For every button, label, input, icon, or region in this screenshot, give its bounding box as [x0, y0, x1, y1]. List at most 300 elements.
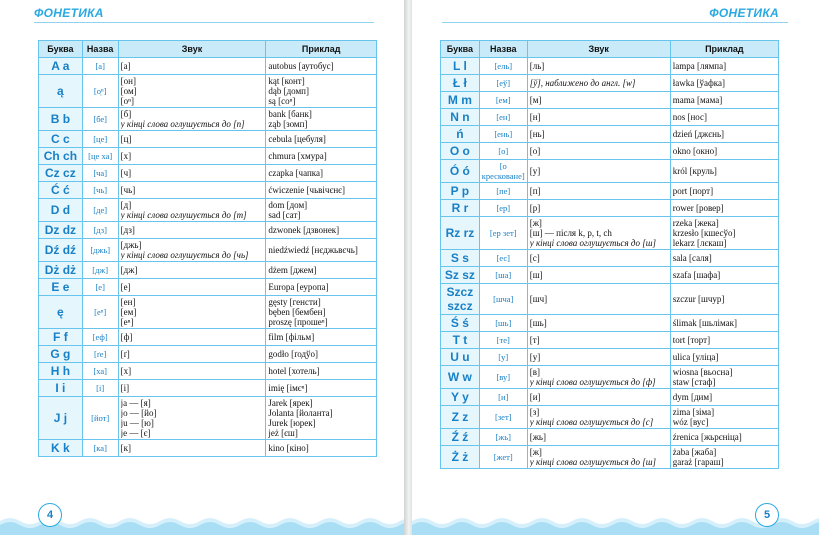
example-line: lekarz [лєкаш]: [672, 238, 727, 248]
table-row: [39, 440, 377, 457]
sound-cell: [527, 349, 670, 366]
sound-line: [чь]: [120, 185, 136, 195]
letter-name-cell: [ер]: [479, 200, 527, 217]
sound-line: [у]: [529, 352, 541, 362]
sound-line: [оⁿ]: [120, 96, 134, 106]
example-line: są [соⁿ]: [268, 96, 296, 106]
example-cell: [670, 160, 778, 183]
table-row: [441, 389, 779, 406]
table-row: [39, 346, 377, 363]
example-line: ślimak [шьлімак]: [672, 318, 738, 328]
letter-name-cell: [це ха]: [82, 148, 118, 165]
example-line: wiosna [вьосна]: [672, 367, 733, 377]
table-row: [39, 131, 377, 148]
sound-line: [шь]: [529, 318, 547, 328]
right-page: [412, 0, 819, 535]
example-cell: [266, 239, 377, 262]
letter-cell: Dź dź: [39, 239, 83, 262]
page-header-title: ФОНЕТИКА: [34, 6, 104, 20]
example-line: krzesło [кшесўо]: [672, 228, 736, 238]
letter-cell: S s: [441, 250, 480, 267]
sound-line: [п]: [529, 186, 541, 196]
letter-cell: A a: [39, 58, 83, 75]
letter-cell: ń: [441, 126, 480, 143]
sound-cell: [118, 262, 266, 279]
table-row: [39, 75, 377, 108]
example-cell: [266, 262, 377, 279]
column-header-example: Приклад: [670, 41, 778, 58]
sound-line: [дж]: [120, 265, 138, 275]
letter-name-cell: [це]: [82, 131, 118, 148]
example-line: sad [сат]: [268, 210, 301, 220]
letter-cell: ę: [39, 296, 83, 329]
example-line: jeż [єш]: [268, 428, 298, 438]
alphabet-table: [38, 40, 377, 457]
example-cell: [266, 279, 377, 296]
example-cell: [670, 284, 778, 315]
letter-name-cell: [о̜ⁿ]: [82, 75, 118, 108]
sound-cell: [527, 332, 670, 349]
letter-cell: Ś ś: [441, 315, 480, 332]
example-line: rzeka [жека]: [672, 218, 719, 228]
example-line: imię [імєⁿ]: [268, 383, 308, 393]
example-line: szczur [шчур]: [672, 294, 725, 304]
column-header-name: Назва: [479, 41, 527, 58]
sound-line: [ц]: [120, 134, 132, 144]
sound-line: [в]: [529, 367, 540, 377]
sound-cell: [527, 250, 670, 267]
letter-cell: L l: [441, 58, 480, 75]
letter-name-cell: [а]: [82, 58, 118, 75]
example-cell: [266, 440, 377, 457]
letter-cell: J j: [39, 397, 83, 440]
example-line: dżem [джем]: [268, 265, 317, 275]
example-cell: [670, 92, 778, 109]
example-cell: [670, 109, 778, 126]
table-header-row: [441, 41, 779, 58]
example-cell: [266, 165, 377, 182]
example-cell: [266, 199, 377, 222]
sound-line: [с]: [529, 253, 540, 263]
example-cell: [266, 397, 377, 440]
sound-line: [т]: [529, 335, 540, 345]
example-line: proszę [прошеⁿ]: [268, 317, 328, 327]
table-row: [441, 92, 779, 109]
example-line: dym [дим]: [672, 392, 713, 402]
example-cell: [670, 217, 778, 250]
left-page: [0, 0, 407, 535]
letter-name-cell: [жет]: [479, 446, 527, 469]
table-row: [441, 200, 779, 217]
example-cell: [670, 406, 778, 429]
example-cell: [670, 332, 778, 349]
example-cell: [266, 346, 377, 363]
example-line: kino [кіно]: [268, 443, 309, 453]
example-cell: [670, 429, 778, 446]
page-number: 4: [38, 503, 62, 527]
sound-cell: [527, 446, 670, 469]
letter-cell: F f: [39, 329, 83, 346]
table-row: [39, 148, 377, 165]
letter-name-cell: [йот]: [82, 397, 118, 440]
letter-name-cell: [джь]: [82, 239, 118, 262]
table-row: [441, 349, 779, 366]
sound-line: [ґ]: [120, 349, 130, 359]
column-header-letter: Буква: [441, 41, 480, 58]
example-line: chmura [хмура]: [268, 151, 327, 161]
sound-cell: [527, 389, 670, 406]
letter-cell: W w: [441, 366, 480, 389]
example-line: lampa [лямпа]: [672, 61, 727, 71]
table-row: [441, 250, 779, 267]
example-line: szafa [шафа]: [672, 270, 721, 280]
letter-name-cell: [зет]: [479, 406, 527, 429]
sound-cell: [118, 239, 266, 262]
letter-name-cell: [жь]: [479, 429, 527, 446]
table-row: [441, 284, 779, 315]
sound-cell: [118, 148, 266, 165]
example-cell: [266, 58, 377, 75]
letter-cell: M m: [441, 92, 480, 109]
letter-cell: R r: [441, 200, 480, 217]
sound-line: у кінці слова оглушується до [т]: [120, 210, 247, 220]
example-cell: [670, 143, 778, 160]
letter-cell: Ó ó: [441, 160, 480, 183]
letter-name-cell: [ка]: [82, 440, 118, 457]
letter-cell: Z z: [441, 406, 480, 429]
letter-name-cell: [дз]: [82, 222, 118, 239]
table-row: [441, 75, 779, 92]
sound-line: [х]: [120, 151, 132, 161]
table-row: [39, 108, 377, 131]
letter-cell: E e: [39, 279, 83, 296]
sound-line: [ч]: [120, 168, 132, 178]
example-cell: [670, 366, 778, 389]
letter-cell: C c: [39, 131, 83, 148]
table-row: [441, 183, 779, 200]
letter-name-cell: [ем]: [479, 92, 527, 109]
table-row: [441, 406, 779, 429]
example-line: okno [окно]: [672, 146, 718, 156]
letter-cell: K k: [39, 440, 83, 457]
table-row: [441, 143, 779, 160]
sound-line: у кінці слова оглушується до [чь]: [120, 250, 249, 260]
example-line: źrenica [жьрєніца]: [672, 432, 742, 442]
example-line: sala [саля]: [672, 253, 712, 263]
sound-line: [ж]: [529, 218, 542, 228]
letter-name-cell: [о]: [479, 143, 527, 160]
sound-line: у кінці слова оглушується до [ш]: [529, 238, 657, 248]
letter-cell: Dż dż: [39, 262, 83, 279]
table-row: [39, 380, 377, 397]
sound-cell: [527, 75, 670, 92]
letter-cell: U u: [441, 349, 480, 366]
letter-name-cell: [еў]: [479, 75, 527, 92]
sound-line: [дз]: [120, 225, 135, 235]
letter-cell: Ć ć: [39, 182, 83, 199]
table-row: [441, 217, 779, 250]
sound-line: je — [є]: [120, 428, 151, 438]
example-cell: [670, 446, 778, 469]
sound-line: [ж]: [529, 447, 542, 457]
sound-cell: [118, 165, 266, 182]
sound-line: [ш]: [529, 270, 543, 280]
letter-name-cell: [ха]: [82, 363, 118, 380]
example-cell: [670, 183, 778, 200]
page-header-title: ФОНЕТИКА: [709, 6, 779, 20]
sound-line: [ом]: [120, 86, 137, 96]
example-cell: [670, 126, 778, 143]
letter-cell: I i: [39, 380, 83, 397]
example-cell: [670, 250, 778, 267]
example-line: dom [дом]: [268, 200, 308, 210]
letter-name-cell: [о кресковане]: [479, 160, 527, 183]
example-cell: [266, 363, 377, 380]
sound-cell: [527, 429, 670, 446]
example-line: tort [торт]: [672, 335, 711, 345]
letter-cell: H h: [39, 363, 83, 380]
letter-cell: P p: [441, 183, 480, 200]
example-cell: [266, 182, 377, 199]
sound-line: [р]: [529, 203, 541, 213]
table-row: [441, 366, 779, 389]
example-line: dąb [домп]: [268, 86, 309, 96]
example-line: rower [ровер]: [672, 203, 724, 213]
table-row: [441, 160, 779, 183]
letter-name-cell: [ву]: [479, 366, 527, 389]
letter-cell: D d: [39, 199, 83, 222]
column-header-sound: Звук: [527, 41, 670, 58]
table-body: [441, 58, 779, 469]
letter-cell: Szcz szcz: [441, 284, 480, 315]
sound-cell: [118, 58, 266, 75]
header-rule: [442, 22, 788, 23]
sound-cell: [118, 108, 266, 131]
example-line: żaba [жаба]: [672, 447, 717, 457]
example-line: staw [стаф]: [672, 377, 716, 387]
letter-cell: T t: [441, 332, 480, 349]
example-line: hotel [хотель]: [268, 366, 320, 376]
sound-line: [и]: [529, 392, 541, 402]
table-row: [39, 222, 377, 239]
example-cell: [266, 148, 377, 165]
sound-line: jo — [йо]: [120, 408, 157, 418]
letter-cell: Y y: [441, 389, 480, 406]
sound-cell: [118, 329, 266, 346]
sound-cell: [118, 296, 266, 329]
example-cell: [266, 222, 377, 239]
example-line: dzień [джєнь]: [672, 129, 725, 139]
example-line: Europa [еуропа]: [268, 282, 329, 292]
example-line: ławka [ўафка]: [672, 78, 726, 88]
sound-line: [у]: [529, 166, 541, 176]
letter-name-cell: [ша]: [479, 267, 527, 284]
example-cell: [670, 267, 778, 284]
example-line: kąt [конт]: [268, 76, 305, 86]
example-line: godło [ґодўо]: [268, 349, 319, 359]
table-row: [39, 199, 377, 222]
letter-cell: Dz dz: [39, 222, 83, 239]
column-header-name: Назва: [82, 41, 118, 58]
sound-line: [джь]: [120, 240, 142, 250]
sound-line: [з]: [529, 407, 540, 417]
sound-line: [ф]: [120, 332, 133, 342]
sound-cell: [118, 75, 266, 108]
example-line: wóz [вус]: [672, 417, 709, 427]
sound-line: у кінці слова оглушується до [п]: [120, 119, 245, 129]
letter-cell: Ł ł: [441, 75, 480, 92]
table-row: [39, 296, 377, 329]
table-row: [39, 363, 377, 380]
sound-line: [н]: [529, 112, 541, 122]
letter-cell: Sz sz: [441, 267, 480, 284]
column-header-letter: Буква: [39, 41, 83, 58]
letter-cell: Cz cz: [39, 165, 83, 182]
example-cell: [670, 315, 778, 332]
sound-cell: [118, 380, 266, 397]
example-line: zima [зіма]: [672, 407, 715, 417]
example-cell: [266, 108, 377, 131]
sound-line: [он]: [120, 76, 136, 86]
header-rule: [34, 22, 374, 23]
example-line: port [порт]: [672, 186, 714, 196]
sound-cell: [527, 200, 670, 217]
sound-cell: [527, 366, 670, 389]
letter-name-cell: [еⁿ]: [82, 296, 118, 329]
sound-line: у кінці слова оглушується до [с]: [529, 417, 654, 427]
column-header-sound: Звук: [118, 41, 266, 58]
example-line: Jurek [юрек]: [268, 418, 316, 428]
sound-line: ju — [ю]: [120, 418, 154, 428]
letter-cell: Ch ch: [39, 148, 83, 165]
sound-cell: [118, 222, 266, 239]
sound-line: [ў], наближено до англ. [w]: [529, 78, 636, 88]
sound-line: [ш] — після k, p, t, ch: [529, 228, 612, 238]
sound-cell: [527, 92, 670, 109]
sound-line: [нь]: [529, 129, 545, 139]
letter-name-cell: [и]: [479, 389, 527, 406]
letter-name-cell: [ень]: [479, 126, 527, 143]
letter-name-cell: [де]: [82, 199, 118, 222]
sound-line: у кінці слова оглушується до [ш]: [529, 457, 657, 467]
sound-cell: [527, 58, 670, 75]
sound-line: [а]: [120, 61, 131, 71]
table-header-row: [39, 41, 377, 58]
sound-cell: [527, 126, 670, 143]
example-cell: [266, 380, 377, 397]
example-line: ząb [зомп]: [268, 119, 308, 129]
letter-name-cell: [ен]: [479, 109, 527, 126]
example-cell: [670, 349, 778, 366]
sound-line: [м]: [529, 95, 542, 105]
table-row: [441, 58, 779, 75]
letter-name-cell: [дж]: [82, 262, 118, 279]
column-header-example: Приклад: [266, 41, 377, 58]
example-cell: [266, 329, 377, 346]
table-row: [441, 446, 779, 469]
sound-cell: [527, 267, 670, 284]
sound-line: [е]: [120, 282, 131, 292]
letter-cell: N n: [441, 109, 480, 126]
table-row: [39, 279, 377, 296]
example-cell: [266, 75, 377, 108]
sound-cell: [527, 160, 670, 183]
sound-line: [жь]: [529, 432, 547, 442]
table-row: [441, 315, 779, 332]
example-line: gęsty [генсти]: [268, 297, 321, 307]
sound-cell: [527, 284, 670, 315]
sound-line: [ен]: [120, 297, 136, 307]
letter-name-cell: [у]: [479, 349, 527, 366]
example-line: Jarek [ярек]: [268, 398, 313, 408]
letter-name-cell: [ер зет]: [479, 217, 527, 250]
example-line: ulica [уліца]: [672, 352, 719, 362]
table-row: [39, 182, 377, 199]
example-cell: [670, 200, 778, 217]
letter-name-cell: [бе]: [82, 108, 118, 131]
sound-cell: [527, 109, 670, 126]
letter-name-cell: [те]: [479, 332, 527, 349]
table-row: [441, 126, 779, 143]
table-row: [39, 239, 377, 262]
table-row: [441, 429, 779, 446]
sound-cell: [118, 363, 266, 380]
sound-cell: [118, 199, 266, 222]
letter-name-cell: [ес]: [479, 250, 527, 267]
letter-cell: G g: [39, 346, 83, 363]
sound-line: [шч]: [529, 294, 548, 304]
table-row: [441, 109, 779, 126]
table-row: [441, 267, 779, 284]
sound-cell: [118, 397, 266, 440]
example-line: ćwiczenie [чьвічєнє]: [268, 185, 345, 195]
example-line: czapka [чапка]: [268, 168, 324, 178]
sound-line: ja — [я]: [120, 398, 151, 408]
letter-cell: B b: [39, 108, 83, 131]
example-line: król [круль]: [672, 166, 717, 176]
example-line: Jolanta [йоланта]: [268, 408, 333, 418]
letter-name-cell: [пе]: [479, 183, 527, 200]
table-row: [39, 397, 377, 440]
letter-cell: O o: [441, 143, 480, 160]
letter-name-cell: [шь]: [479, 315, 527, 332]
example-cell: [670, 58, 778, 75]
example-line: bęben [бембен]: [268, 307, 326, 317]
example-line: cebula [цебуля]: [268, 134, 326, 144]
sound-line: [б]: [120, 109, 132, 119]
sound-line: у кінці слова оглушується до [ф]: [529, 377, 656, 387]
letter-name-cell: [ґе]: [82, 346, 118, 363]
sound-cell: [118, 346, 266, 363]
sound-line: [х]: [120, 366, 132, 376]
example-line: nos [нос]: [672, 112, 708, 122]
example-cell: [670, 389, 778, 406]
letter-cell: Ż ż: [441, 446, 480, 469]
letter-name-cell: [ель]: [479, 58, 527, 75]
letter-name-cell: [чь]: [82, 182, 118, 199]
letter-name-cell: [е]: [82, 279, 118, 296]
sound-cell: [118, 182, 266, 199]
table-body: [39, 58, 377, 457]
sound-line: [еⁿ]: [120, 317, 134, 327]
example-cell: [266, 131, 377, 148]
example-cell: [670, 75, 778, 92]
table-row: [441, 332, 779, 349]
example-line: dzwonek [дзвонек]: [268, 225, 340, 235]
letter-name-cell: [шча]: [479, 284, 527, 315]
example-line: bank [банк]: [268, 109, 312, 119]
sound-line: [і]: [120, 383, 130, 393]
